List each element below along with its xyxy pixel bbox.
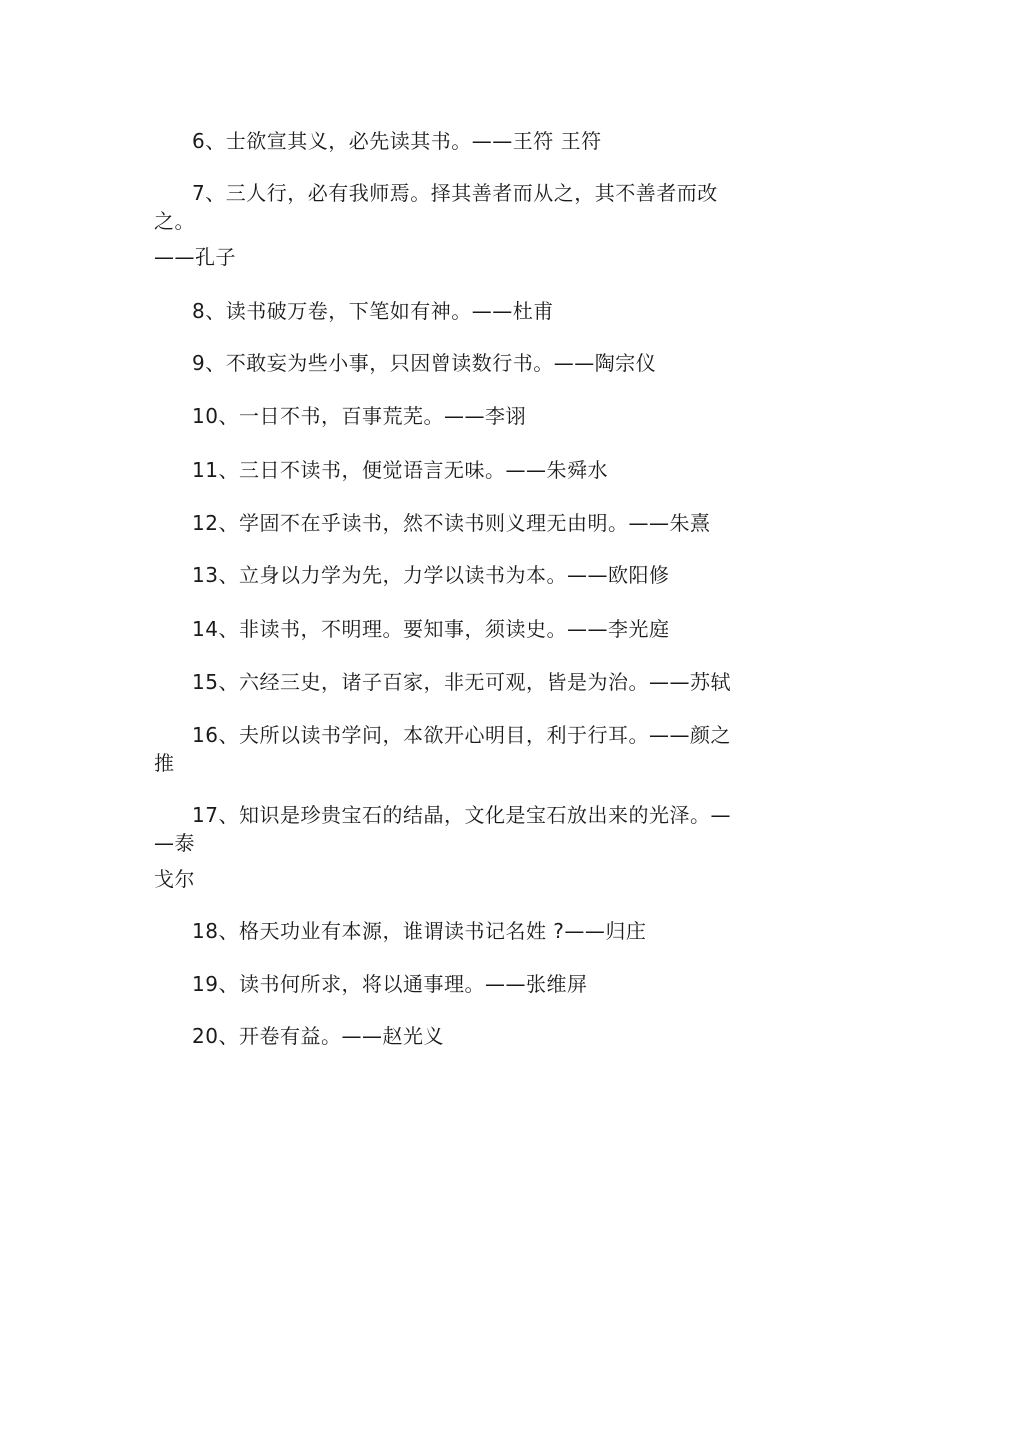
quote-7-author: ——孔子 xyxy=(154,245,236,269)
quote-18: 18、格天功业有本源，谁谓读书记名姓 ?——归庄 xyxy=(192,919,647,943)
quote-8: 8、读书破万卷，下笔如有神。——杜甫 xyxy=(192,299,554,323)
quote-17-line-3: 戈尔 xyxy=(154,867,195,891)
quote-16-line-2: 推 xyxy=(154,751,175,775)
quote-13: 13、立身以力学为先，力学以读书为本。——欧阳修 xyxy=(192,563,670,587)
quote-11: 11、三日不读书，便觉语言无味。——朱舜水 xyxy=(192,458,608,482)
quote-15: 15、六经三史，诸子百家，非无可观，皆是为治。——苏轼 xyxy=(192,670,731,694)
quote-12: 12、学固不在乎读书，然不读书则义理无由明。——朱熹 xyxy=(192,511,711,535)
quote-7-line-1: 7、三人行，必有我师焉。择其善者而从之，其不善者而改 xyxy=(192,181,718,205)
quote-6: 6、士欲宣其义，必先读其书。——王符 王符 xyxy=(192,129,602,153)
quote-17-line-1: 17、知识是珍贵宝石的结晶，文化是宝石放出来的光泽。— xyxy=(192,803,731,827)
quote-14: 14、非读书，不明理。要知事，须读史。——李光庭 xyxy=(192,617,670,641)
quote-17-line-2: —泰 xyxy=(154,831,195,855)
quote-20: 20、开卷有益。——赵光义 xyxy=(192,1024,444,1048)
quote-16-line-1: 16、夫所以读书学问，本欲开心明目，利于行耳。——颜之 xyxy=(192,723,731,747)
quote-10: 10、一日不书，百事荒芜。——李诩 xyxy=(192,404,526,428)
quote-9: 9、不敢妄为些小事，只因曾读数行书。——陶宗仪 xyxy=(192,351,657,375)
quote-19: 19、读书何所求，将以通事理。——张维屏 xyxy=(192,972,588,996)
quote-7-line-2: 之。 xyxy=(154,209,195,233)
